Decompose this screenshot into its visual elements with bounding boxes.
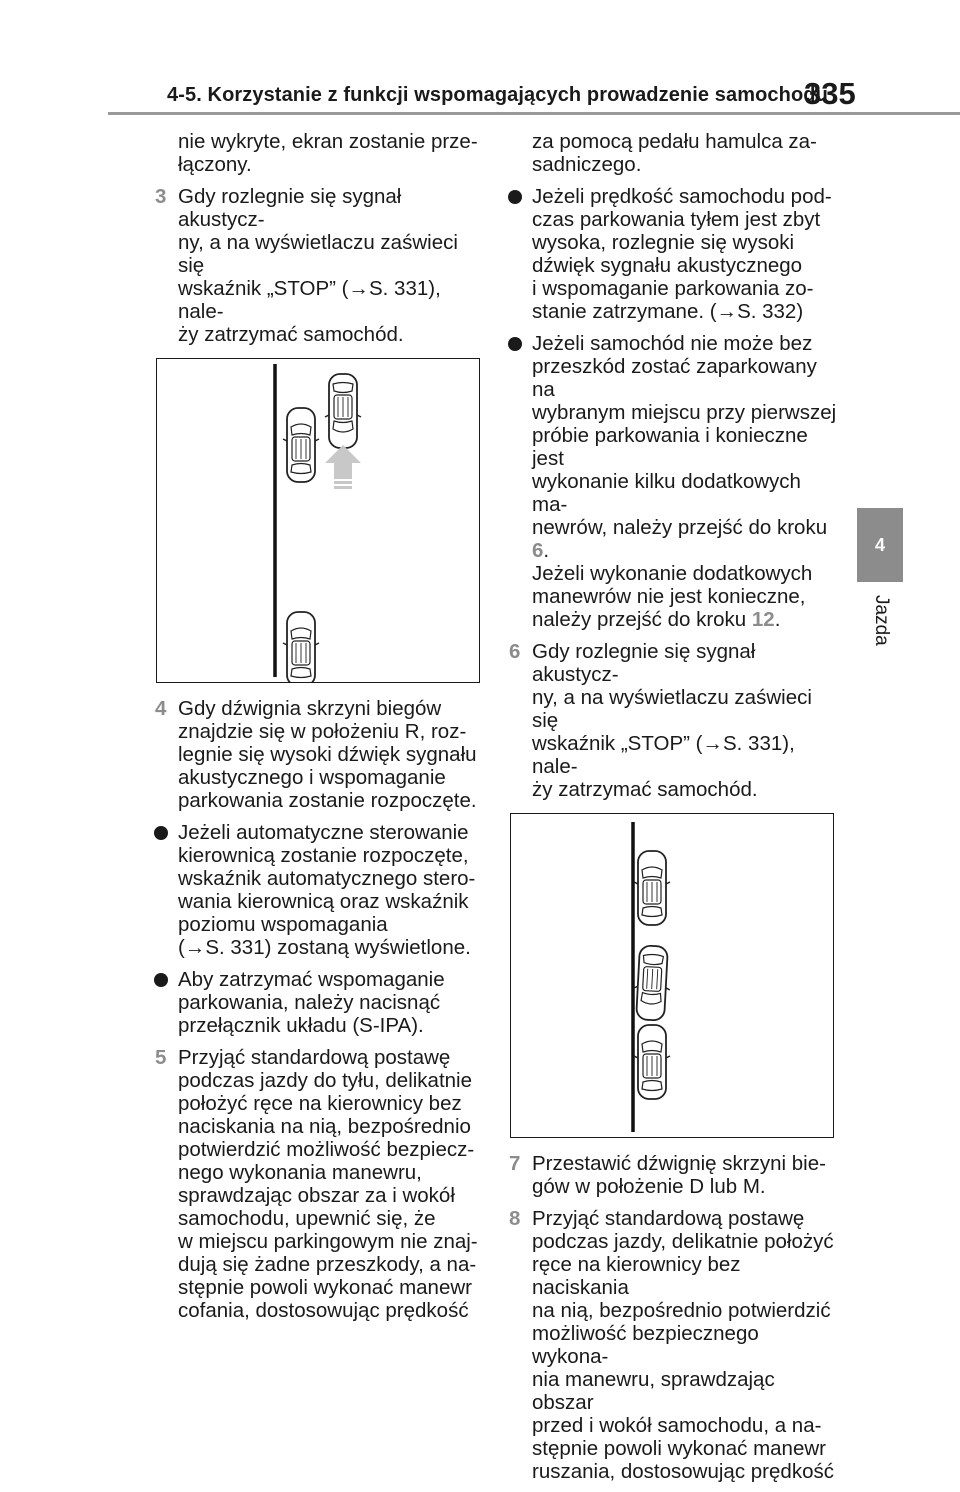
section-title: 4-5. Korzystanie z funkcji wspomagających prowadzenie samochodu xyxy=(167,84,828,106)
paragraph-text: nie wykryte, ekran zostanie prze- łączony. xyxy=(178,130,478,176)
parking-diagram-1 xyxy=(157,359,479,682)
step-number: 5 xyxy=(155,1046,167,1069)
continued-paragraph xyxy=(507,130,837,176)
bullet-icon xyxy=(508,190,522,204)
bullet-text: Aby zatrzymać wspomaganie parkowania, należy nacisnąć przełącznik układu (S-IPA). xyxy=(178,968,445,1037)
bullet-item xyxy=(507,185,837,323)
step-4 xyxy=(153,697,483,812)
header-divider xyxy=(108,112,960,115)
parked-car-front xyxy=(283,408,319,482)
bullet-text: . Jeżeli wykonanie dodatkowych manewrów nie jest konieczne, należy przejść do kroku xyxy=(532,539,813,631)
parked-car-rear xyxy=(283,612,319,682)
step-number: 6 xyxy=(509,640,521,663)
step-reference: 6 xyxy=(532,539,544,562)
bullet-text: Jeżeli samochód nie może bez przeszkód zostać zaparkowany na wybranym miejscu przy pierwszej próbie parkowania i konieczne jest wykonanie kilku dodatkowych ma- newrów, należy przejść do kroku xyxy=(532,332,837,539)
step-number: 8 xyxy=(509,1207,521,1230)
bullet-icon xyxy=(154,826,168,840)
left-column xyxy=(153,130,483,1331)
step-text: Gdy rozlegnie się sygnał akustycz- ny, a na wyświetlaczu zaświeci się wskaźnik „STOP” (→S. 331), nale- ży zatrzymać samochód. xyxy=(532,640,812,801)
parking-illustration-2 xyxy=(510,813,834,1138)
step-text: Gdy dźwignia skrzyni biegów znajdzie się w położeniu R, roz- legnie się wysoki dźwięk sygnału akustycznego i wspomaganie parkowania zostanie rozpoczęte. xyxy=(178,697,477,812)
step-text: Gdy rozlegnie się sygnał akustycz- ny, a na wyświetlaczu zaświeci się wskaźnik „STOP” (→S. 331), nale- ży zatrzymać samochód. xyxy=(178,185,458,346)
bullet-item xyxy=(153,968,483,1037)
step-number: 7 xyxy=(509,1152,521,1175)
bullet-item xyxy=(507,332,837,631)
right-column xyxy=(507,130,837,1492)
bullet-text: Jeżeli prędkość samochodu pod- czas parkowania tyłem jest zbyt wysoka, rozlegnie się wysoki dźwięk sygnału akustycznego i wspomaganie parkowania zo- stanie zatrzymane. (→S. 332) xyxy=(532,185,832,323)
parking-illustration-1 xyxy=(156,358,480,683)
own-car xyxy=(632,945,672,1021)
bullet-text: Jeżeli automatyczne sterowanie kierownicą zostanie rozpoczęte, wskaźnik automatycznego stero- wania kierownicą oraz wskaźnik poziomu wspomagania (→S. 331) zostaną wyświetlone. xyxy=(178,821,476,959)
step-number: 3 xyxy=(155,185,167,208)
own-car xyxy=(325,374,361,448)
step-8 xyxy=(507,1207,837,1483)
step-text: Przyjąć standardową postawę podczas jazdy, delikatnie położyć ręce na kierownicy bez naciskania na nią, bezpośrednio potwierdzić możliwość bezpiecznego wykona- nia manewru, sprawdzając obszar przed i wokół samochodu, a na- stępnie powoli wykonać manewr ruszania, dostosowując prędkość xyxy=(532,1207,834,1483)
chapter-number: 4 xyxy=(874,534,885,555)
step-3 xyxy=(153,185,483,346)
bullet-text: . xyxy=(774,608,781,631)
move-arrow-icon xyxy=(325,445,361,489)
bullet-icon xyxy=(154,973,168,987)
step-reference: 12 xyxy=(751,608,775,631)
chapter-tab xyxy=(857,508,903,582)
step-text: Przestawić dźwignię skrzyni bie- gów w położenie D lub M. xyxy=(532,1152,826,1198)
parking-diagram-2 xyxy=(511,814,833,1137)
continued-paragraph xyxy=(153,130,483,176)
step-text: Przyjąć standardową postawę podczas jazdy do tyłu, delikatnie położyć ręce na kierownicy bez naciskania na nią, bezpośrednio potwierdzić możliwość bezpiecz- nego wykonania manewru, sprawdzając obszar za i wokół samochodu, upewnić się, że w miejscu parkingowym nie znaj- dują się żadne przeszkody, a na- stępnie powoli wykonać manewr cofania, dostosowując prędkość xyxy=(178,1046,478,1322)
page-number: 335 xyxy=(804,76,856,111)
parked-car-front xyxy=(634,851,670,925)
page-header xyxy=(0,0,960,120)
step-5 xyxy=(153,1046,483,1322)
step-6 xyxy=(507,640,837,801)
paragraph-text: za pomocą pedału hamulca za- sadniczego. xyxy=(532,130,817,176)
step-7 xyxy=(507,1152,837,1198)
step-number: 4 xyxy=(155,697,167,720)
bullet-icon xyxy=(508,337,522,351)
chapter-label: Jazda xyxy=(871,595,892,646)
bullet-item xyxy=(153,821,483,959)
parked-car-rear xyxy=(634,1025,670,1099)
